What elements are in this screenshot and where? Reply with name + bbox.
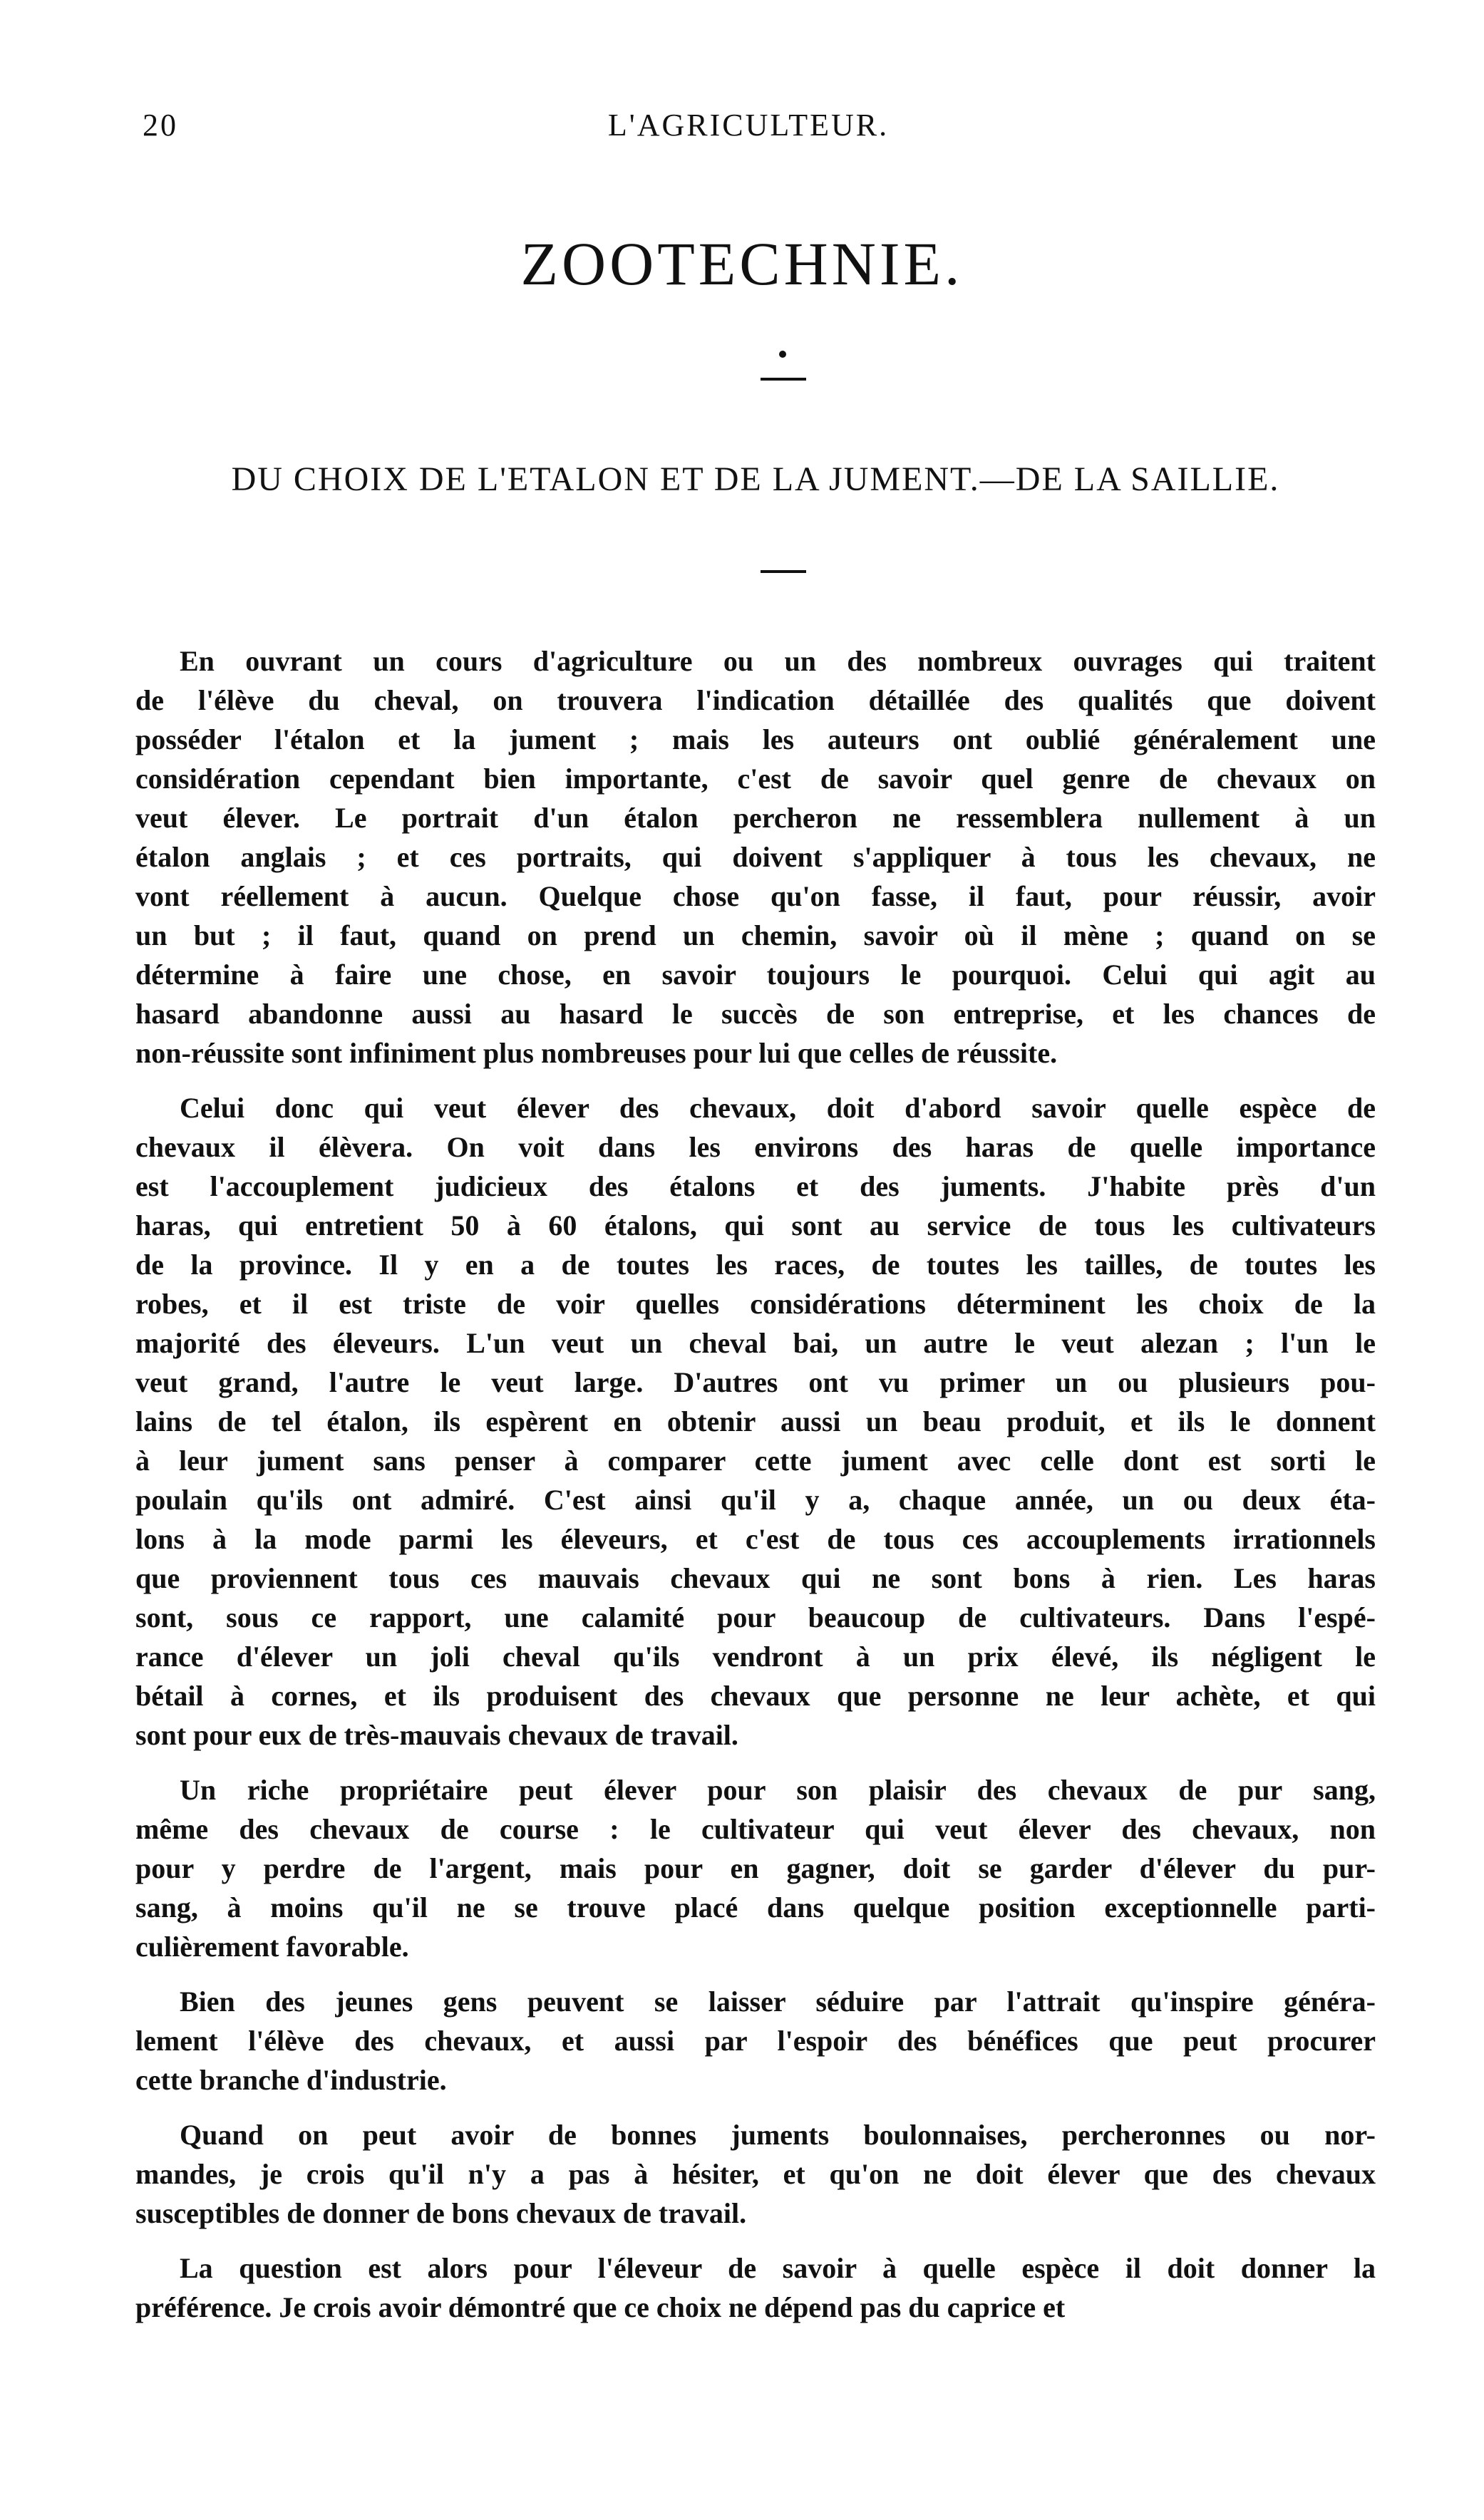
- divider-rule: [761, 378, 806, 381]
- text-line: sont pour eux de très-mauvais chevaux de travail.: [135, 1719, 738, 1751]
- text-line: cette branche d'industrie.: [135, 2064, 447, 2096]
- paragraph: [135, 2248, 1376, 2327]
- text-line: lains de tel étalon, ils espèrent en obtenir aussi un beau produit, et ils le donnent: [135, 1405, 1376, 1437]
- text-line: posséder l'étalon et la jument ; mais les auteurs ont oublié généralement une: [135, 723, 1376, 755]
- text-line: à leur jument sans penser à comparer cette jument avec celle dont est sorti le: [135, 1445, 1376, 1477]
- text-line: est l'accouplement judicieux des étalons et des juments. J'habite près d'un: [135, 1170, 1376, 1202]
- text-line: de la province. Il y en a de toutes les races, de toutes les tailles, de toutes les: [135, 1249, 1376, 1281]
- ornament-dot: [779, 351, 786, 358]
- text-line: Bien des jeunes gens peuvent se laisser séduire par l'attrait qu'inspire généra-: [180, 1985, 1376, 2018]
- text-line: que proviennent tous ces mauvais chevaux qui ne sont bons à rien. Les haras: [135, 1562, 1376, 1594]
- running-head: [143, 107, 1354, 150]
- text-line: La question est alors pour l'éleveur de savoir à quelle espèce il doit donner la: [180, 2252, 1376, 2284]
- text-line: étalon anglais ; et ces portraits, qui doivent s'appliquer à tous les chevaux, ne: [135, 841, 1376, 873]
- journal-title: L'AGRICULTEUR.: [607, 108, 890, 143]
- text-line: de l'élève du cheval, on trouvera l'indication détaillée des qualités que doivent: [135, 684, 1376, 716]
- text-line: Celui donc qui veut élever des chevaux, doit d'abord savoir quelle espèce de: [180, 1092, 1376, 1124]
- text-line: veut élever. Le portrait d'un étalon percheron ne ressemblera nullement à un: [135, 802, 1376, 834]
- divider-rule: [761, 570, 806, 573]
- text-line: même des chevaux de course : le cultivateur qui veut élever des chevaux, non: [135, 1813, 1376, 1845]
- text-line: préférence. Je crois avoir démontré que ce choix ne dépend pas du caprice et: [135, 2291, 1066, 2323]
- text-line: rance d'élever un joli cheval qu'ils vendront à un prix élevé, ils négligent le: [135, 1641, 1376, 1673]
- paragraph: [135, 641, 1376, 1073]
- text-line: bétail à cornes, et ils produisent des chevaux que personne ne leur achète, et qui: [135, 1680, 1376, 1712]
- text-line: veut grand, l'autre le veut large. D'autres ont vu primer un ou plusieurs pou-: [135, 1366, 1376, 1398]
- text-line: pour y perdre de l'argent, mais pour en gagner, doit se garder d'élever du pur-: [135, 1852, 1376, 1884]
- paragraph: [135, 1982, 1376, 2100]
- section-title: ZOOTECHNIE.: [520, 229, 964, 298]
- article-body: [135, 641, 1376, 2343]
- text-line: non-réussite sont infiniment plus nombreuses pour lui que celles de réussite.: [135, 1037, 1058, 1069]
- text-line: haras, qui entretient 50 à 60 étalons, qui sont au service de tous les cultivateurs: [135, 1209, 1376, 1241]
- text-line: robes, et il est triste de voir quelles considérations déterminent les choix de la: [135, 1288, 1376, 1320]
- text-line: sang, à moins qu'il ne se trouve placé dans quelque position exceptionnelle parti-: [135, 1891, 1376, 1923]
- text-line: un but ; il faut, quand on prend un chemin, savoir où il mène ; quand on se: [135, 919, 1376, 951]
- paragraph: [135, 2115, 1376, 2233]
- paragraph: [135, 1770, 1376, 1966]
- page-number: 20: [143, 108, 178, 143]
- text-line: En ouvrant un cours d'agriculture ou un des nombreux ouvrages qui traitent: [180, 645, 1376, 677]
- article-title: DU CHOIX DE L'ETALON ET DE LA JUMENT.—DE LA SAILLIE.: [231, 460, 1280, 498]
- text-line: culièrement favorable.: [135, 1931, 409, 1963]
- text-line: poulain qu'ils ont admiré. C'est ainsi qu'il y a, chaque année, un ou deux éta-: [135, 1484, 1376, 1516]
- text-line: vont réellement à aucun. Quelque chose qu'on fasse, il faut, pour réussir, avoir: [135, 880, 1376, 912]
- text-line: chevaux il élèvera. On voit dans les environs des haras de quelle importance: [135, 1131, 1376, 1163]
- text-line: détermine à faire une chose, en savoir toujours le pourquoi. Celui qui agit au: [135, 959, 1376, 991]
- text-line: majorité des éleveurs. L'un veut un cheval bai, un autre le veut alezan ; l'un le: [135, 1327, 1376, 1359]
- text-line: susceptibles de donner de bons chevaux de travail.: [135, 2197, 747, 2229]
- text-line: Un riche propriétaire peut élever pour son plaisir des chevaux de pur sang,: [180, 1774, 1376, 1806]
- text-line: sont, sous ce rapport, une calamité pour beaucoup de cultivateurs. Dans l'espé-: [135, 1601, 1376, 1633]
- text-line: mandes, je crois qu'il n'y a pas à hésiter, et qu'on ne doit élever que des chevaux: [135, 2158, 1376, 2190]
- text-line: lement l'élève des chevaux, et aussi par l'espoir des bénéfices que peut procurer: [135, 2025, 1376, 2057]
- text-line: lons à la mode parmi les éleveurs, et c'est de tous ces accouplements irrationnels: [135, 1523, 1376, 1555]
- text-line: hasard abandonne aussi au hasard le succès de son entreprise, et les chances de: [135, 998, 1376, 1030]
- text-line: Quand on peut avoir de bonnes juments boulonnaises, percheronnes ou nor-: [180, 2119, 1376, 2151]
- text-line: considération cependant bien importante, c'est de savoir quel genre de chevaux on: [135, 763, 1376, 795]
- paragraph: [135, 1088, 1376, 1755]
